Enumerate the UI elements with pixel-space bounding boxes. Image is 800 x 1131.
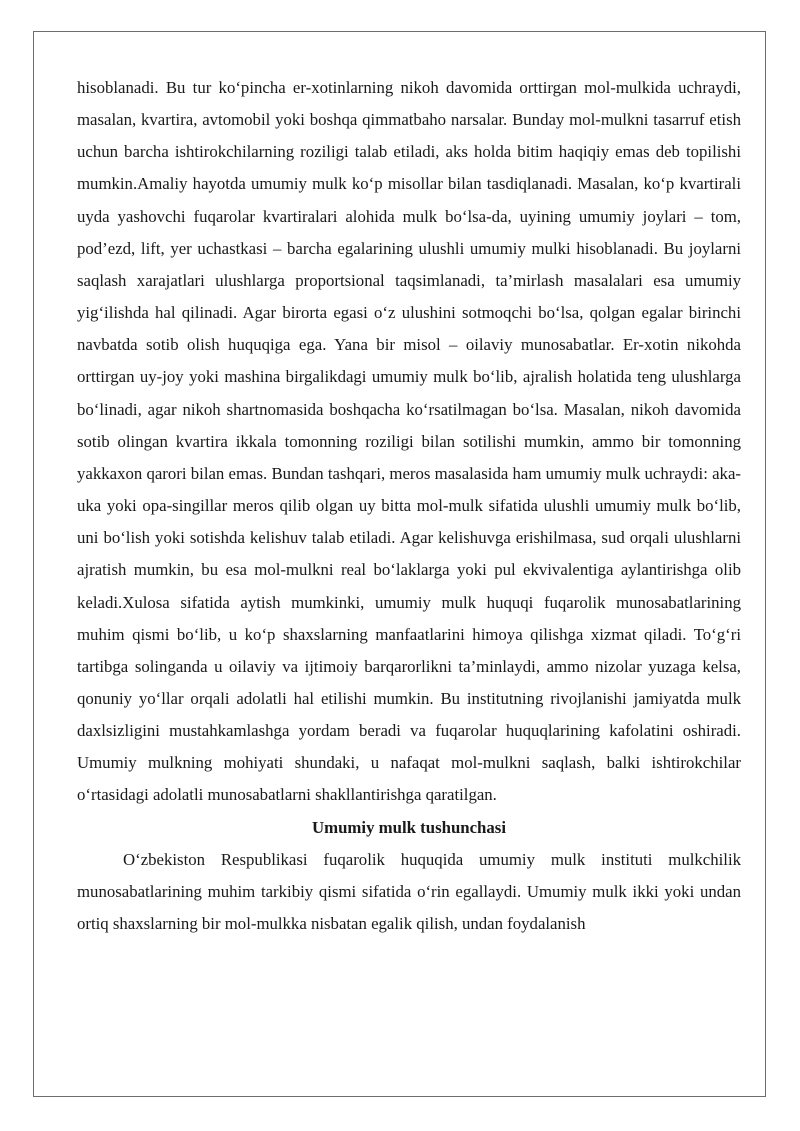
section-heading: Umumiy mulk tushunchasi [312, 817, 506, 837]
body-paragraph-2: O‘zbekiston Respublikasi fuqarolik huquqida umumiy mulk instituti mulkchilik munosabatlarining muhim tarkibiy qismi sifatida o‘rin egallaydi. Umumiy mulk ikki yoki undan ortiq shaxslarning bir mol-mulkka nisbatan egalik qilish, undan foydalanish [77, 849, 741, 934]
body-paragraph-1: hisoblanadi. Bu tur ko‘pincha er-xotinlarning nikoh davomida orttirgan mol-mulkida uchraydi, masalan, kvartira, avtomobil yoki boshqa qimmatbaho narsalar. Bunday mol-mulkni tasarruf etish uchun barcha ishtirokchilarning roziligi talab etiladi, aks holda bitim haqiqiy emas deb topilishi mumkin.Amaliy hayotda umumiy mulk ko‘p misollar bilan tasdiqlanadi. Masalan, ko‘p kvartirali uyda yashovchi fuqarolar kvartiralari alohida mulk bo‘lsa-da, uyining umumiy joylari – tom, pod’ezd, lift, yer uchastkasi – barcha egalarining ulushli umumiy mulki hisoblanadi. Bu joylarni saqlash xarajatlari ulushlarga proportsional taqsimlanadi, ta’mirlash masalalari esa umumiy yig‘ilishda hal qilinadi. Agar birorta egasi o‘z ulushini sotmoqchi bo‘lsa, qolgan egalar birinchi navbatda sotib olish huquqiga ega. Yana bir misol – oilaviy munosabatlar. Er-xotin nikohda orttirgan uy-joy yoki mashina birgalikdagi umumiy mulk bo‘lib, ajralish holatida teng ulushlarga bo‘linadi, agar nikoh shartnomasida boshqacha ko‘rsatilmagan bo‘lsa. Masalan, nikoh davomida sotib olingan kvartira ikkala tomonning roziligi bilan sotilishi mumkin, ammo bir tomonning yakkaxon qarori bilan emas. Bundan tashqari, meros masalasida ham umumiy mulk uchraydi: aka-uka yoki opa-singillar meros qilib olgan uy bitta mol-mulk sifatida ulushli umumiy mulk bo‘lib, uni bo‘lish yoki sotishda kelishuv talab etiladi. Agar kelishuvga erishilmasa, sud orqali ulushlarni ajratish mumkin, bu esa mol-mulkni real bo‘laklarga yoki pul ekvivalentiga aylantirishga olib keladi.Xulosa sifatida aytish mumkinki, umumiy mulk huquqi fuqarolik munosabatlarining muhim qismi bo‘lib, u ko‘p shaxslarning manfaatlarini himoya qilishga xizmat qiladi. To‘g‘ri tartibga solinganda u oilaviy va ijtimoiy barqarorlikni ta’minlaydi, ammo nizolar yuzaga kelsa, qonuniy yo‘llar orqali adolatli hal etilishi mumkin. Bu institutning rivojlanishi jamiyatda mulk daxlsizligini mustahkamlashga yordam beradi va fuqarolar huquqlarining kafolatini oshiradi. Umumiy mulkning mohiyati shundaki, u nafaqat mol-mulkni saqlash, balki ishtirokchilar o‘rtasidagi adolatli munosabatlarni shakllantirishga qaratilgan. [77, 78, 741, 805]
document-body [77, 72, 741, 940]
